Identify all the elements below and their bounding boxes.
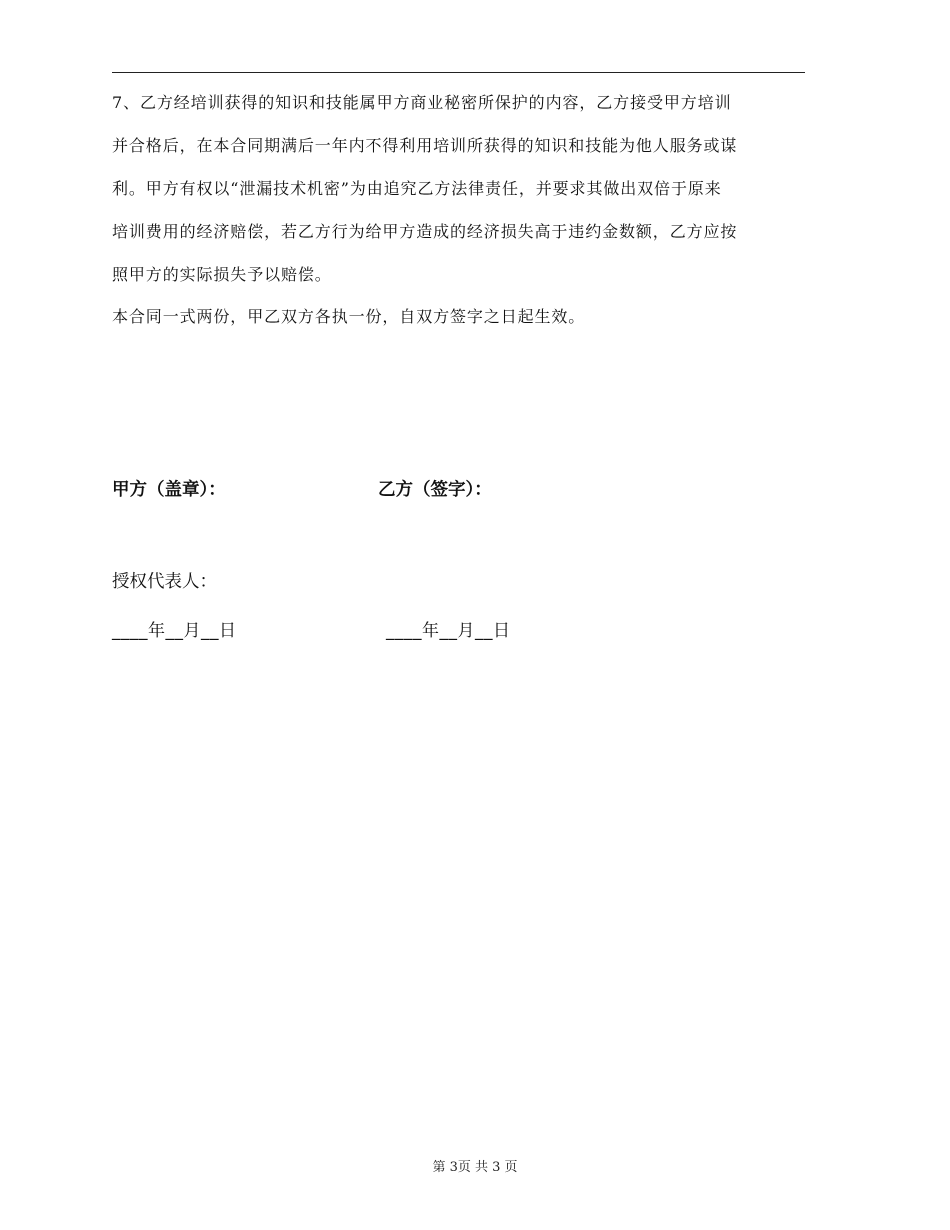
party-a-date-line: ____年__月__日 <box>112 621 237 641</box>
header-rule <box>112 72 805 73</box>
party-b-date-line: ____年__月__日 <box>386 621 511 641</box>
party-b-signature-label: 乙方（签字）： <box>378 480 492 500</box>
clause-7-line-2: 并合格后，在本合同期满后一年内不得利用培训所获得的知识和技能为他人服务或谋 <box>112 136 738 155</box>
authorized-representative-label: 授权代表人： <box>112 572 217 592</box>
clause-7-line-4: 培训费用的经济赔偿，若乙方行为给甲方造成的经济损失高于违约金数额，乙方应按 <box>112 222 738 241</box>
closing-sentence: 本合同一式两份，甲乙双方各执一份，自双方签字之日起生效。 <box>112 307 586 326</box>
party-a-signature-label: 甲方（盖章）： <box>112 480 226 500</box>
clause-7-line-1: 7、乙方经培训获得的知识和技能属甲方商业秘密所保护的内容，乙方接受甲方培训 <box>112 93 732 112</box>
clause-7-line-5: 照甲方的实际损失予以赔偿。 <box>112 265 332 284</box>
clause-7-line-3: 利。甲方有权以“泄漏技术机密”为由追究乙方法律责任，并要求其做出双倍于原来 <box>112 179 722 198</box>
page-number-footer: 第 3页 共 3 页 <box>432 1160 518 1175</box>
